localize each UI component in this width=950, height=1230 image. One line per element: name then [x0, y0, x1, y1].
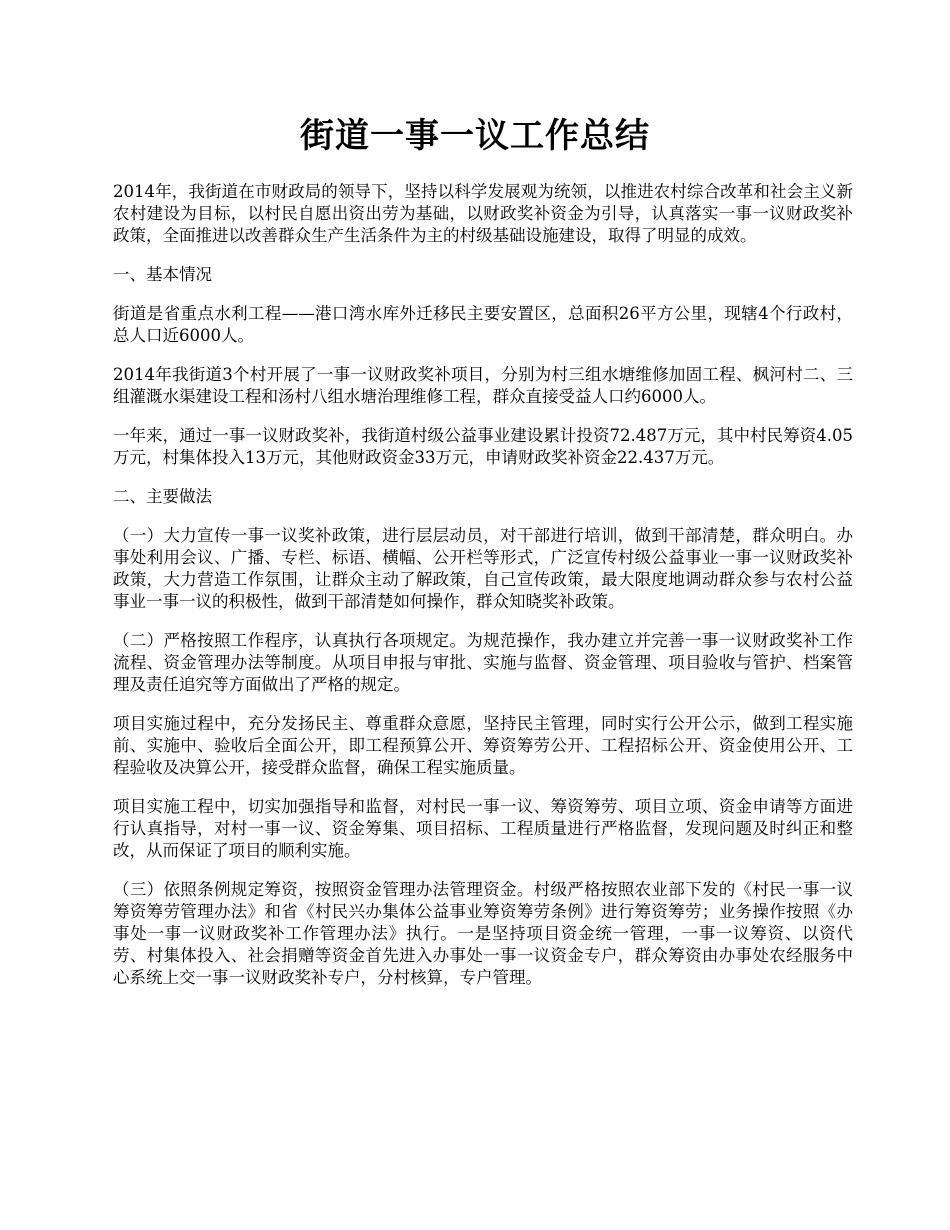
paragraph-investment-summary: 一年来，通过一事一议财政奖补，我街道村级公益事业建设累计投资72.487万元，其中村民筹资4.05万元，村集体投入13万元，其他财政资金33万元，申请财政奖补资金22.437万元。: [113, 426, 853, 467]
section-heading-main-practices: 二、主要做法: [113, 487, 212, 506]
paragraph-practice-three: （三）依照条例规定筹资，按照资金管理办法管理资金。村级严格按照农业部下发的《村民一事一议筹资筹劳管理办法》和省《村民兴办集体公益事业筹资筹劳条例》进行筹资筹劳；业务操作按照《办事处一事一议财政奖补工作管理办法》执行。一是坚持项目资金统一管理，一事一议筹资、以资代劳、村集体投入、社会捐赠等资金首先进入办事处一事一议资金专户，群众筹资由办事处农经服务中心系统上交一事一议财政奖补专户，分村核算，专户管理。: [113, 880, 853, 987]
paragraph-supervision: 项目实施工程中，切实加强指导和监督，对村民一事一议、筹资筹劳、项目立项、资金申请等方面进行认真指导，对村一事一议、资金筹集、项目招标、工程质量进行严格监督，发现问题及时纠正和整改，从而保证了项目的顺利实施。: [113, 797, 853, 860]
paragraph-practice-one: （一）大力宣传一事一议奖补政策，进行层层动员，对干部进行培训，做到干部清楚，群众明白。办事处利用会议、广播、专栏、标语、横幅、公开栏等形式，广泛宣传村级公益事业一事一议财政奖补政策，大力营造工作氛围，让群众主动了解政策，自己宣传政策，最大限度地调动群众参与农村公益事业一事一议的积极性，做到干部清楚如何操作，群众知晓奖补政策。: [113, 526, 853, 611]
paragraph-projects-2014: 2014年我街道3个村开展了一事一议财政奖补项目，分别为村三组水塘维修加固工程、枫河村二、三组灌溉水渠建设工程和汤村八组水塘治理维修工程，群众直接受益人口约6000人。: [113, 365, 853, 406]
section-heading-basic-situation: 一、基本情况: [113, 265, 212, 284]
intro-paragraph: 2014年，我街道在市财政局的领导下，坚持以科学发展观为统领，以推进农村综合改革和社会主义新农村建设为目标，以村民自愿出资出劳为基础，以财政奖补资金为引导，认真落实一事一议财政奖补政策，全面推进以改善群众生产生活条件为主的村级基础设施建设，取得了明显的成效。: [113, 182, 853, 245]
paragraph-area-overview: 街道是省重点水利工程——港口湾水库外迁移民主要安置区，总面积26平方公里，现辖4个行政村，总人口近6000人。: [113, 304, 853, 345]
paragraph-practice-two: （二）严格按照工作程序，认真执行各项规定。为规范操作，我办建立并完善一事一议财政奖补工作流程、资金管理办法等制度。从项目申报与审批、实施与监督、资金管理、项目验收与管护、档案管理及责任追究等方面做出了严格的规定。: [113, 631, 853, 694]
paragraph-public-disclosure: 项目实施过程中，充分发扬民主、尊重群众意愿，坚持民主管理，同时实行公开公示，做到工程实施前、实施中、验收后全面公开，即工程预算公开、筹资筹劳公开、工程招标公开、资金使用公开、工程验收及决算公开，接受群众监督，确保工程实施质量。: [113, 714, 853, 777]
document-body: [113, 181, 853, 1006]
document-title: 街道一事一议工作总结: [300, 116, 650, 156]
